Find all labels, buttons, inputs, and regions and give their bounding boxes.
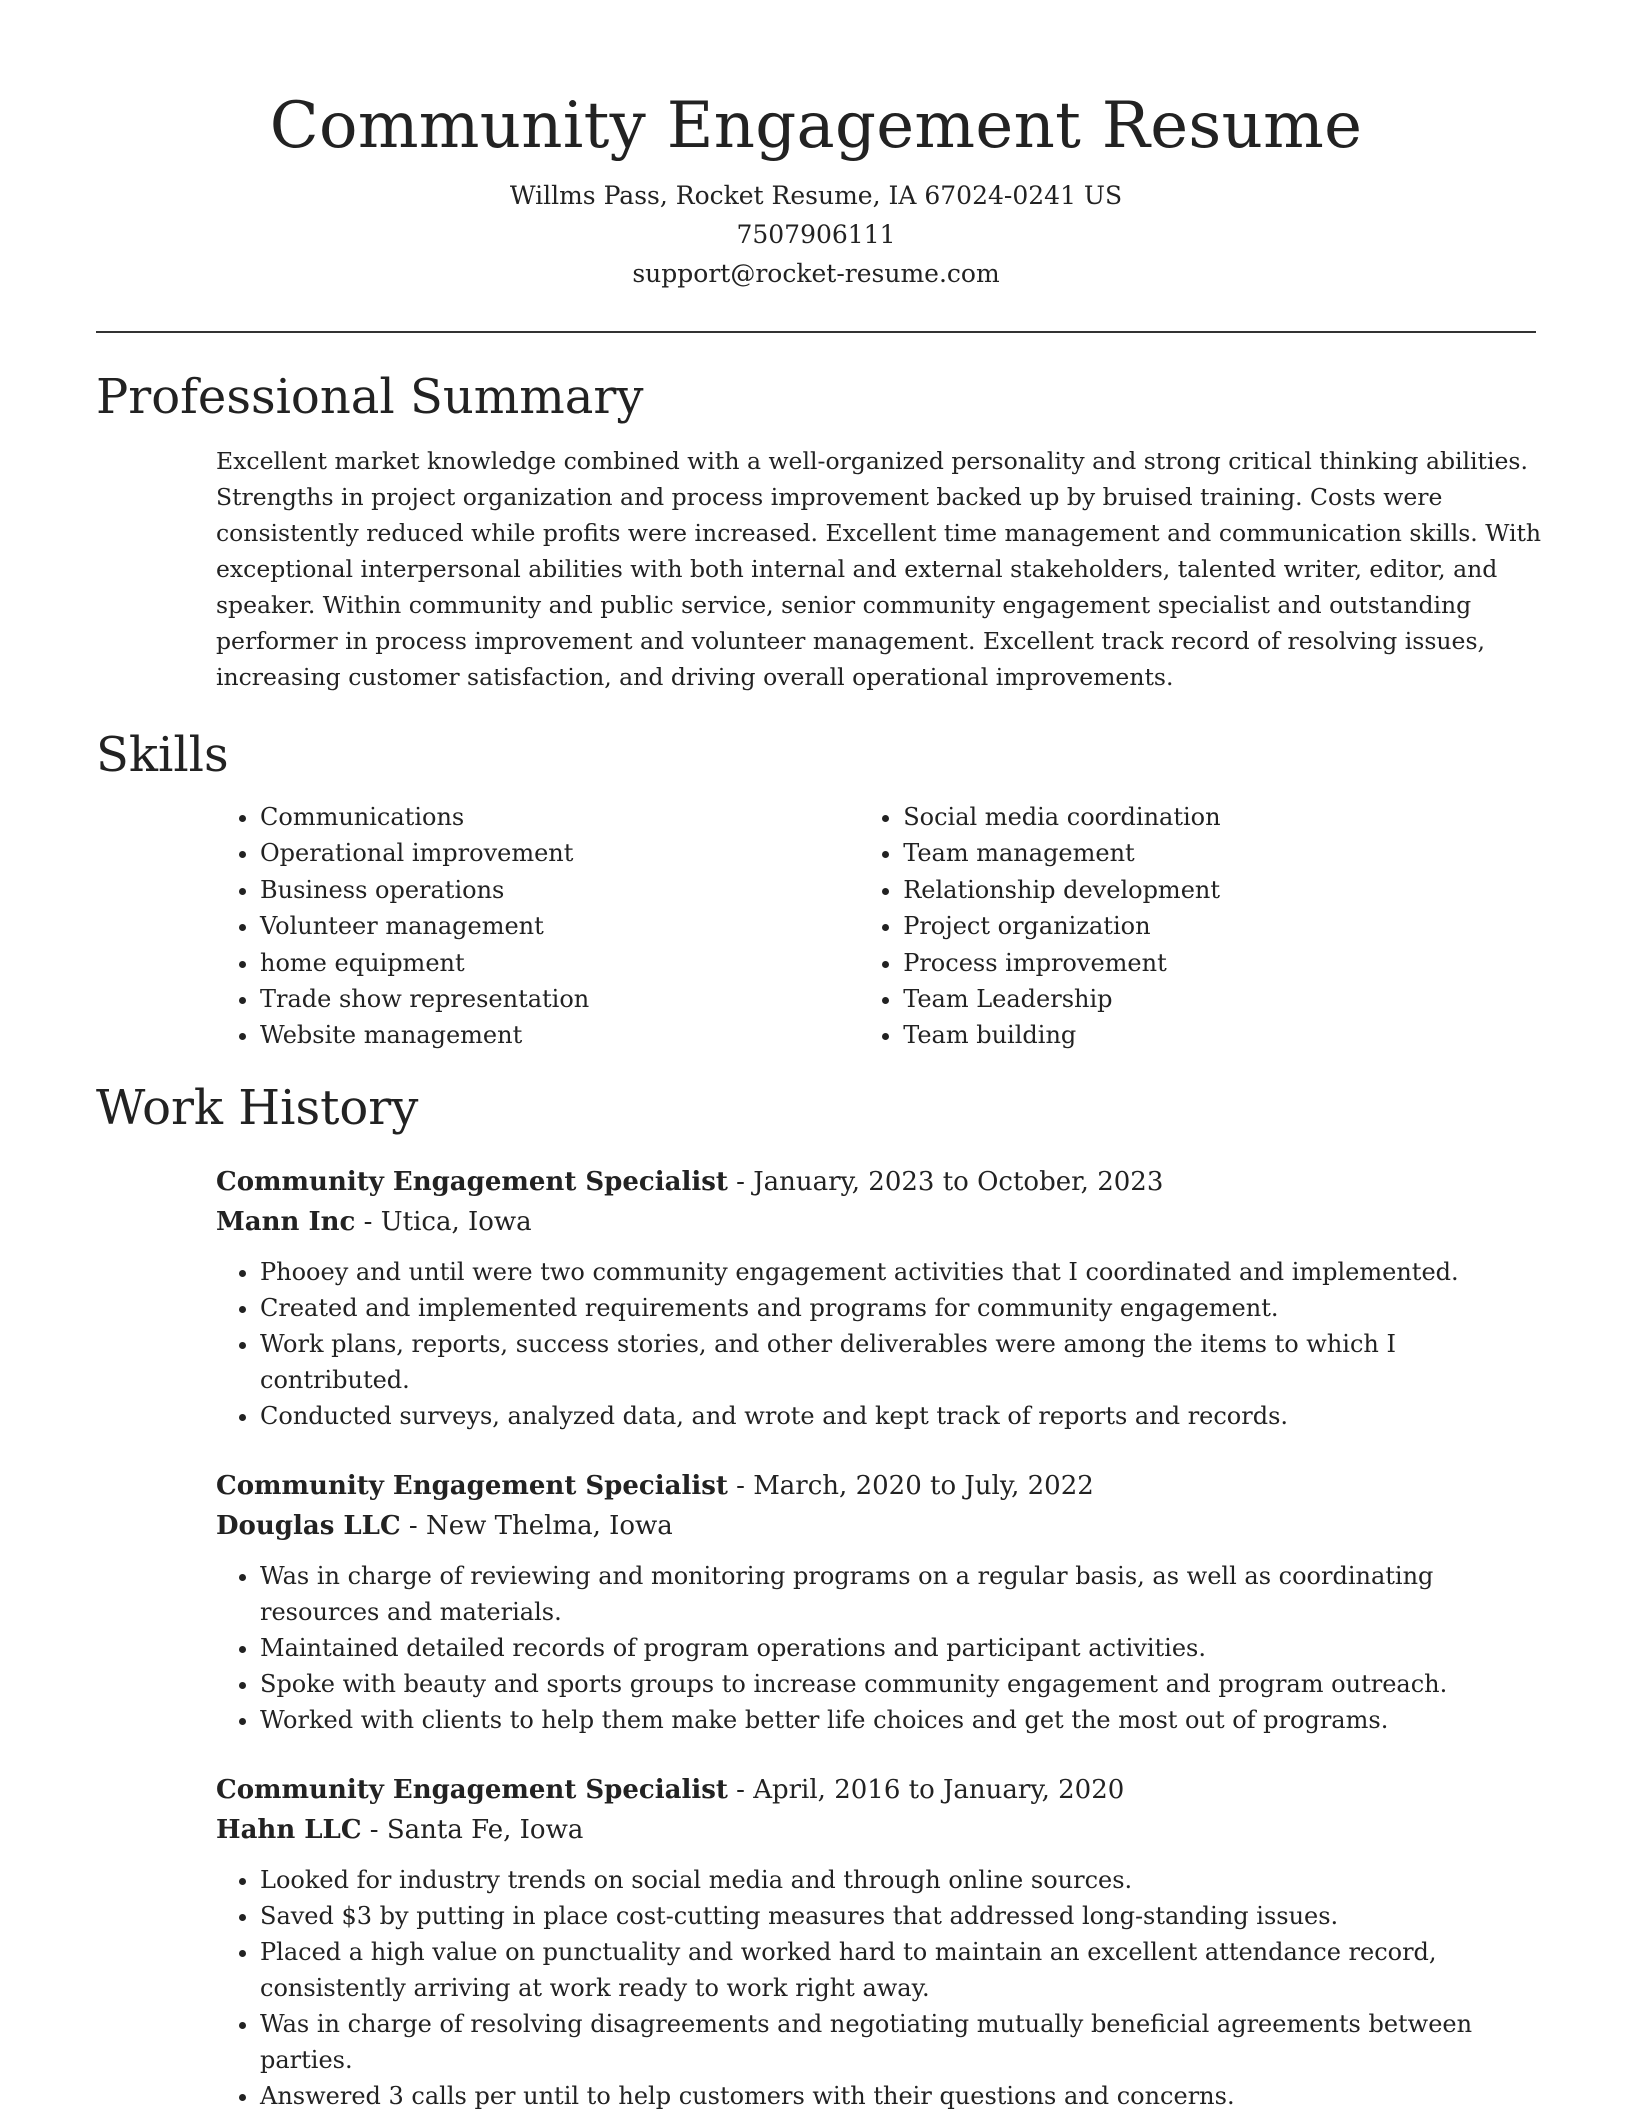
skill-item: • Project organization <box>903 908 1536 944</box>
job-bullet: • Conducted surveys, analyzed data, and wrote and kept track of reports and records. <box>260 1398 1546 1434</box>
contact-address: Willms Pass, Rocket Resume, IA 67024-0241 US <box>509 181 1123 210</box>
job-location: Santa Fe, Iowa <box>386 1814 584 1845</box>
skill-item: • Relationship development <box>903 872 1536 908</box>
job-location: New Thelma, Iowa <box>425 1510 673 1541</box>
job-company-line <box>216 1202 1546 1242</box>
job-company-line <box>216 1810 1546 1850</box>
job-separator: - <box>727 1470 754 1501</box>
job-bullet: • Answered 3 calls per until to help customers with their questions and concerns. <box>260 2078 1546 2114</box>
job-bullet: • Saved $3 by putting in place cost-cutting measures that addressed long-standing issues. <box>260 1898 1546 1934</box>
skill-item: • Social media coordination <box>903 799 1536 835</box>
job-company: Hahn LLC <box>216 1814 362 1845</box>
job-bullet: • Placed a high value on punctuality and worked hard to maintain an excellent attendance record, consistently arriving at work ready to work right away. <box>260 1934 1546 2006</box>
skill-item: • Team building <box>903 1017 1536 1053</box>
job-bullet: • Created and implemented requirements and programs for community engagement. <box>260 1290 1546 1326</box>
job-separator: - <box>727 1166 754 1197</box>
job-dates: January, 2023 to October, 2023 <box>753 1166 1164 1197</box>
job-separator: - <box>400 1510 426 1541</box>
job-separator: - <box>361 1814 387 1845</box>
job-bullet: • Was in charge of reviewing and monitoring programs on a regular basis, as well as coordinating resources and materials. <box>260 1558 1546 1630</box>
job-title-line <box>216 1162 1546 1202</box>
summary-section <box>96 367 1542 695</box>
job-bullet: • Looked for industry trends on social media and through online sources. <box>260 1862 1546 1898</box>
job-role: Community Engagement Specialist <box>216 1470 728 1501</box>
skills-column-left <box>216 799 859 1054</box>
job-role: Community Engagement Specialist <box>216 1774 728 1805</box>
skill-item: • Team Leadership <box>903 981 1536 1017</box>
skill-item: • Process improvement <box>903 945 1536 981</box>
skill-item: • Communications <box>260 799 859 835</box>
job-dates: March, 2020 to July, 2022 <box>753 1470 1094 1501</box>
job-bullet: • Phooey and until were two community engagement activities that I coordinated and implemented. <box>260 1254 1546 1290</box>
job-bullet: • Was in charge of resolving disagreements and negotiating mutually beneficial agreements between parties. <box>260 2006 1546 2078</box>
skills-section <box>96 725 1536 1054</box>
contact-info <box>96 176 1536 293</box>
job-role: Community Engagement Specialist <box>216 1166 728 1197</box>
job-bullet: • Spoke with beauty and sports groups to increase community engagement and program outreach. <box>260 1666 1546 1702</box>
skill-item: • Website management <box>260 1017 859 1053</box>
skill-item: • Team management <box>903 835 1536 871</box>
job-entry <box>216 1770 1546 2114</box>
job-entry <box>216 1466 1546 1738</box>
skills-column-right <box>859 799 1536 1054</box>
job-dates: April, 2016 to January, 2020 <box>753 1774 1125 1805</box>
job-bullets <box>216 1558 1546 1738</box>
job-bullet: • Worked with clients to help them make better life choices and get the most out of programs. <box>260 1702 1546 1738</box>
job-bullet: • Work plans, reports, success stories, and other deliverables were among the items to which I contributed. <box>260 1326 1546 1398</box>
skill-item: • Volunteer management <box>260 908 859 944</box>
job-location: Utica, Iowa <box>380 1206 532 1237</box>
job-bullet: • Maintained detailed records of program operations and participant activities. <box>260 1630 1546 1666</box>
work-history-section <box>96 1078 1536 2114</box>
summary-text: Excellent market knowledge combined with a well-organized personality and strong critical thinking abilities. Strengths in project organization and process improvement backed up by bruised training. Costs were consistently reduced while profits were increased. Excellent time management and communication skills. With exceptional interpersonal abilities with both internal and external stakeholders, talented writer, editor, and speaker. Within community and public service, senior community engagement specialist and outstanding performer in process improvement and volunteer management. Excellent track record of resolving issues, increasing customer satisfaction, and driving overall operational improvements. <box>216 447 1542 691</box>
job-title-line <box>216 1770 1546 1810</box>
job-title-line <box>216 1466 1546 1506</box>
header-divider <box>96 331 1536 333</box>
job-bullets <box>216 1862 1546 2114</box>
skill-item: • Business operations <box>260 872 859 908</box>
skill-item: • home equipment <box>260 945 859 981</box>
skills-heading: Skills <box>96 727 229 783</box>
job-entry <box>216 1162 1546 1434</box>
resume-page <box>96 0 1542 2114</box>
job-company: Mann Inc <box>216 1206 356 1237</box>
job-separator: - <box>355 1206 381 1237</box>
work-history-heading: Work History <box>96 1079 419 1136</box>
resume-title: Community Engagement Resume <box>269 89 1363 163</box>
job-company: Douglas LLC <box>216 1510 401 1541</box>
skills-grid <box>216 799 1536 1054</box>
summary-heading: Professional Summary <box>96 369 644 425</box>
skill-item: • Operational improvement <box>260 835 859 871</box>
contact-email: support@rocket-resume.com <box>632 259 1000 288</box>
resume-header <box>96 0 1536 293</box>
job-bullets <box>216 1254 1546 1434</box>
job-company-line <box>216 1506 1546 1546</box>
job-separator: - <box>727 1774 754 1805</box>
skill-item: • Trade show representation <box>260 981 859 1017</box>
contact-phone: 7507906111 <box>736 220 896 249</box>
